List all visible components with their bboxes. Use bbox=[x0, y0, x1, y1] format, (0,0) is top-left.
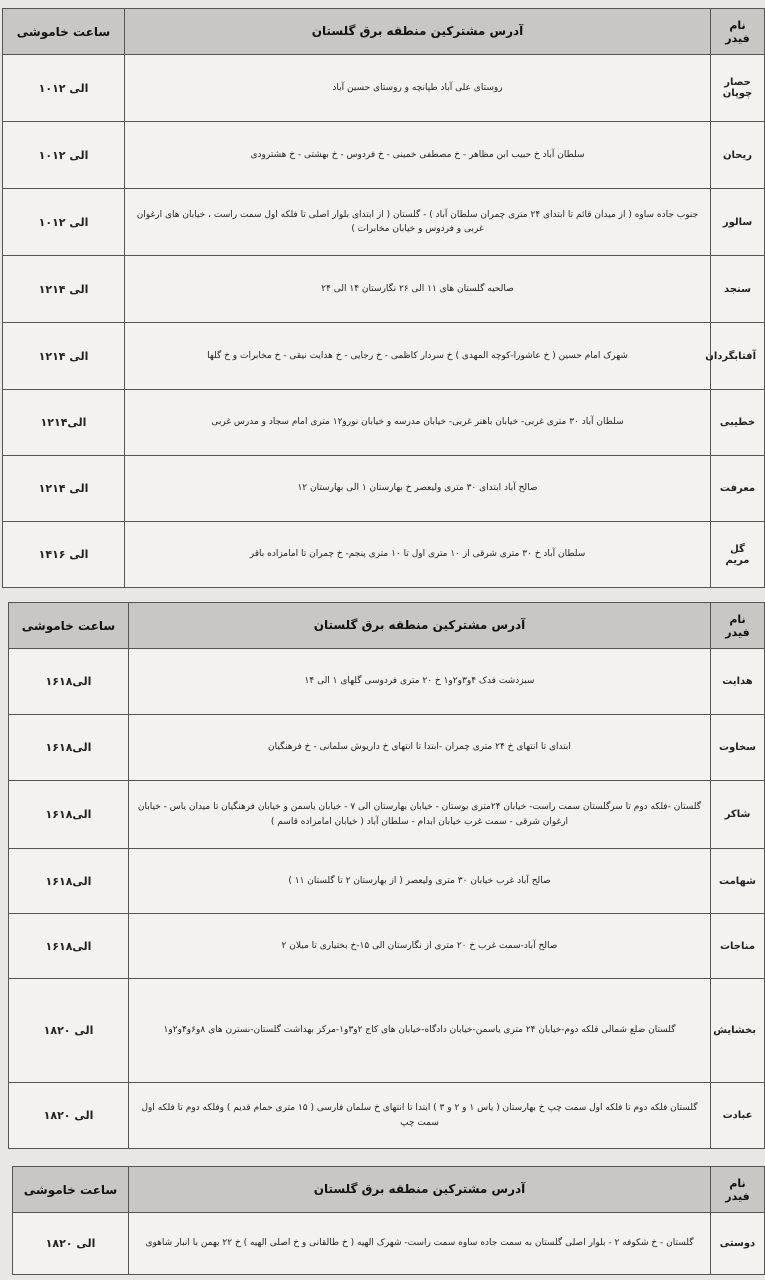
header-feeder: نام فیدر bbox=[711, 9, 765, 55]
address: سبزدشت فدک ۴و۳و۲و۱ خ ۲۰ متری فردوسی گلهای ۱ الی ۱۴ bbox=[129, 649, 711, 715]
header-time: ساعت خاموشی bbox=[3, 9, 125, 55]
schedule-table-3 bbox=[12, 1166, 765, 1275]
header-address: آدرس مشترکین منطقه برق گلستان bbox=[125, 9, 711, 55]
header-address: آدرس مشترکین منطقه برق گلستان bbox=[129, 1167, 711, 1213]
outage-time: ۱۰الی ۱۲ bbox=[3, 122, 125, 189]
outage-time: ۱۰الی ۱۲ bbox=[3, 55, 125, 122]
feeder-name: حصار چوپان bbox=[711, 55, 765, 122]
header-address: آدرس مشترکین منطقه برق گلستان bbox=[129, 603, 711, 649]
header-time: ساعت خاموشی bbox=[9, 603, 129, 649]
header-feeder: نام فیدر bbox=[711, 603, 765, 649]
address: روستای علی آباد طپانچه و روستای حسین آباد bbox=[125, 55, 711, 122]
table-row bbox=[3, 256, 765, 323]
feeder-name: شاکر bbox=[711, 781, 765, 849]
feeder-name: معرفت bbox=[711, 456, 765, 522]
address: گلستان - خ شکوفه ۲ - بلوار اصلی گلستان به سمت جاده ساوه سمت راست- شهرک الهیه ( خ طالقانی و خ اصلی الهیه ) خ ۲۲ بهمن با انبار شاهوی bbox=[129, 1213, 711, 1275]
address: گلستان ضلع شمالی فلکه دوم-خیابان ۲۴ متری یاسمن-خیابان دادگاه-خیابان های کاج ۲و۳و۱-مرکز بهداشت گلستان-نسترن های ۸و۶و۴و۲و۱ bbox=[129, 979, 711, 1083]
outage-time: ۱۶الی۱۸ bbox=[9, 849, 129, 914]
table-row bbox=[9, 849, 765, 914]
table-row bbox=[9, 979, 765, 1083]
outage-time: ۱۸الی ۲۰ bbox=[9, 979, 129, 1083]
address: صالح آباد ابتدای ۳۰ متری ولیعصر خ بهارستان ۱ الی بهارستان ۱۲ bbox=[125, 456, 711, 522]
feeder-name: آفتابگردان bbox=[711, 323, 765, 390]
table-row bbox=[13, 1213, 765, 1275]
table-row bbox=[3, 55, 765, 122]
address: گلستان -فلکه دوم تا سرگلستان سمت راست- خیابان ۲۴متری بوستان - خیابان بهارستان الی ۷ - خیابان یاسمن و خیابان فرهنگیان تا میدان یاس - خیابان ارغوان شرقی - سمت غرب خیابان ابدام - سلطان آباد ( خیابان امامزاده قاسم ) bbox=[129, 781, 711, 849]
address: شهرک امام حسین ( خ عاشورا-کوچه المهدی ) خ سردار کاظمی - خ رجایی - خ هدایت نیقی - خ مخابرات و خ گلها bbox=[125, 323, 711, 390]
table-row bbox=[9, 715, 765, 781]
table-row bbox=[9, 649, 765, 715]
table-row bbox=[3, 323, 765, 390]
outage-time: ۱۲الی۱۴ bbox=[3, 390, 125, 456]
address: صالحیه گلستان های ۱۱ الی ۲۶ نگارستان ۱۴ الی ۲۴ bbox=[125, 256, 711, 323]
table-row bbox=[9, 914, 765, 979]
table-header-row bbox=[13, 1167, 765, 1213]
outage-time: ۱۲الی ۱۴ bbox=[3, 323, 125, 390]
address: سلطان آباد خ ۳۰ متری شرقی از ۱۰ متری اول تا ۱۰ متری پنجم- خ چمران تا امامزاده باقر bbox=[125, 522, 711, 588]
feeder-name: ریحان bbox=[711, 122, 765, 189]
table-header-row bbox=[9, 603, 765, 649]
table-row bbox=[3, 456, 765, 522]
feeder-name: خطیبی bbox=[711, 390, 765, 456]
address: گلستان فلکه دوم تا فلکه اول سمت چپ خ بهارستان ( یاس ۱ و ۲ و ۳ ) ابتدا تا انتهای خ سلمان فارسی ( ۱۵ متری حمام قدیم ) وفلکه دوم تا فلکه اول سمت چپ bbox=[129, 1083, 711, 1149]
table-header-row bbox=[3, 9, 765, 55]
feeder-name: بخشایش bbox=[711, 979, 765, 1083]
outage-time: ۱۲الی ۱۴ bbox=[3, 456, 125, 522]
feeder-name: مناجات bbox=[711, 914, 765, 979]
table-row bbox=[3, 122, 765, 189]
outage-time: ۱۶الی۱۸ bbox=[9, 649, 129, 715]
feeder-name: عبادت bbox=[711, 1083, 765, 1149]
table-row bbox=[9, 781, 765, 849]
address: صالح آباد غرب خیابان ۳۰ متری ولیعصر ( از بهارستان ۲ تا گلستان ۱۱ ) bbox=[129, 849, 711, 914]
outage-time: ۱۲الی ۱۴ bbox=[3, 256, 125, 323]
table-row bbox=[3, 522, 765, 588]
feeder-name: دوستی bbox=[711, 1213, 765, 1275]
outage-time: ۱۸الی ۲۰ bbox=[13, 1213, 129, 1275]
outage-time: ۱۶الی۱۸ bbox=[9, 914, 129, 979]
schedule-table-2 bbox=[8, 602, 765, 1149]
outage-time: ۱۸الی ۲۰ bbox=[9, 1083, 129, 1149]
feeder-name: شهامت bbox=[711, 849, 765, 914]
outage-time: ۱۴الی ۱۶ bbox=[3, 522, 125, 588]
header-time: ساعت خاموشی bbox=[13, 1167, 129, 1213]
schedule-table-1 bbox=[2, 8, 765, 588]
address: جنوب جاده ساوه ( از میدان قائم تا ابتدای ۲۴ متری چمران سلطان آباد ) - گلستان ( از ابتدای بلوار اصلی تا فلکه اول سمت راست ، خیابان های ارغوان غربی و فردوس و خیابان مخابرات ) bbox=[125, 189, 711, 256]
outage-time: ۱۰الی ۱۲ bbox=[3, 189, 125, 256]
outage-time: ۱۶الی۱۸ bbox=[9, 715, 129, 781]
address: سلطان آباد خ حبیب ابن مظاهر - خ مصطفی خمینی - خ فردوس - خ بهشتی - خ هشترودی bbox=[125, 122, 711, 189]
feeder-name: سالور bbox=[711, 189, 765, 256]
table-row bbox=[9, 1083, 765, 1149]
feeder-name: هدایت bbox=[711, 649, 765, 715]
table-row bbox=[3, 390, 765, 456]
address: صالح آباد-سمت غرب خ ۲۰ متری از نگارستان الی ۱۵-خ بختیاری تا میلان ۲ bbox=[129, 914, 711, 979]
feeder-name: گل مریم bbox=[711, 522, 765, 588]
feeder-name: سنجد bbox=[711, 256, 765, 323]
outage-time: ۱۶الی۱۸ bbox=[9, 781, 129, 849]
address: ابتدای تا انتهای خ ۲۴ متری چمران -ابتدا تا انتهای خ داریوش سلمانی - خ فرهنگیان bbox=[129, 715, 711, 781]
address: سلطان آباد ۳۰ متری غربی- خیابان باهنر غربی- خیابان مدرسه و خیابان نورو۱۲ متری امام سجاد و مدرس غربی bbox=[125, 390, 711, 456]
table-row bbox=[3, 189, 765, 256]
feeder-name: سخاوت bbox=[711, 715, 765, 781]
header-feeder: نام فیدر bbox=[711, 1167, 765, 1213]
